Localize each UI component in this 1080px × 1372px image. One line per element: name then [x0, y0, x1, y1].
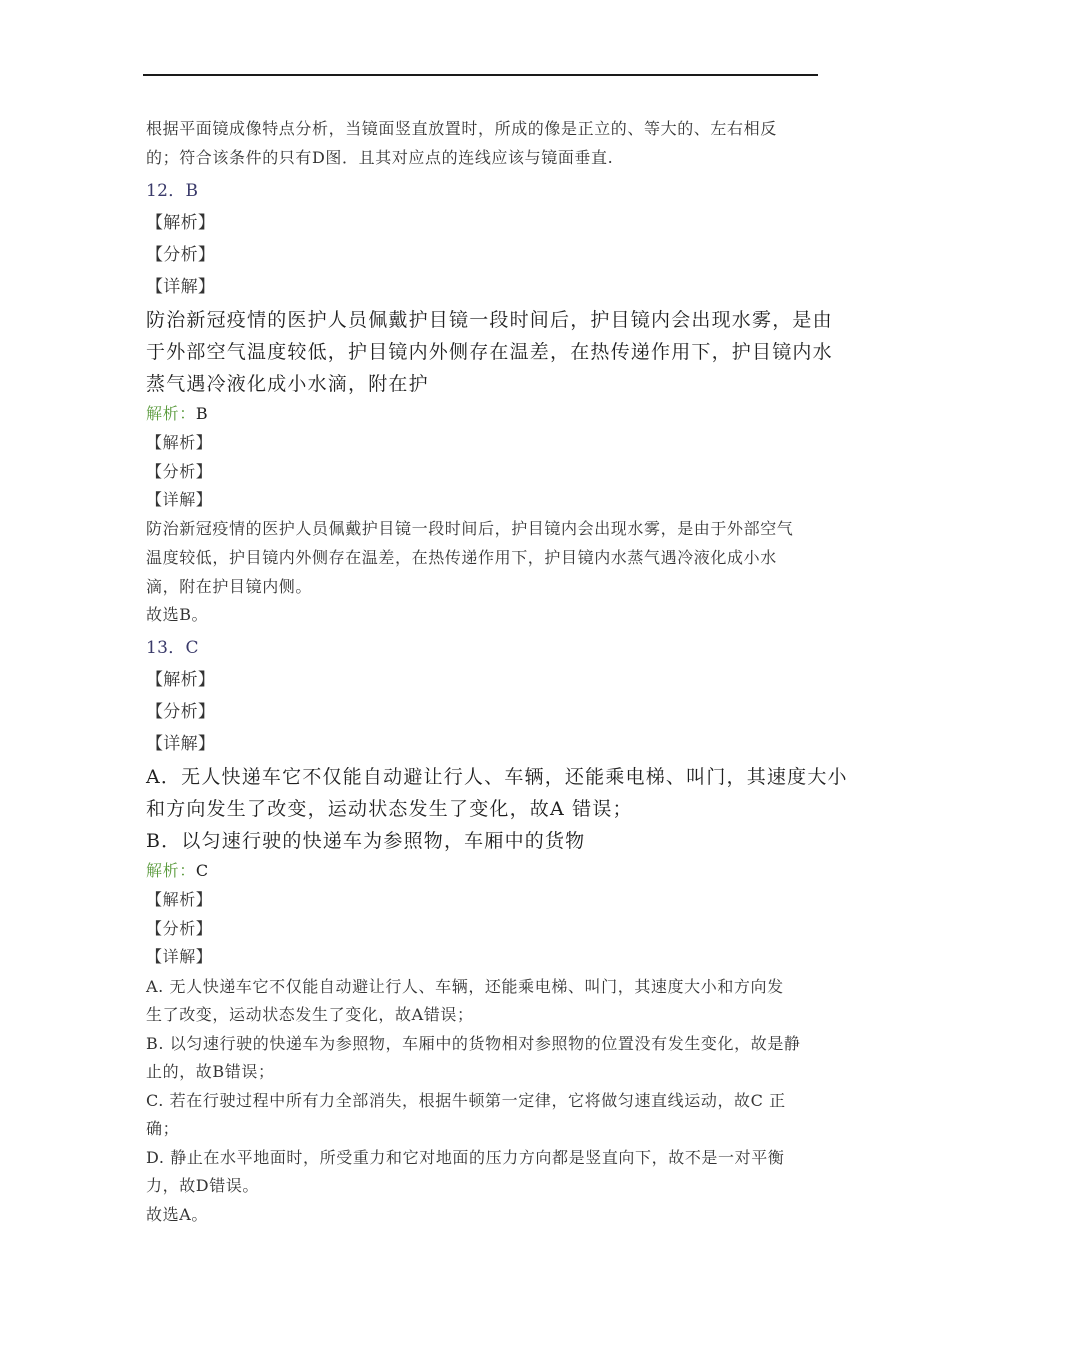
q13-analysis-label: 解析： [146, 861, 196, 880]
q13-analysis-body-line-3: B. 以匀速行驶的快递车为参照物，车厢中的货物相对参照物的位置没有发生变化，故是静 [146, 1034, 801, 1053]
q13-body-line-2: 和方向发生了改变，运动状态发生了变化，故A 错误； [146, 798, 633, 820]
q13-body-line-3: B．以匀速行驶的快递车为参照物，车厢中的货物 [146, 830, 586, 852]
q13-heading-jiexi: 【解析】 [146, 670, 216, 690]
intro-line-2: 的；符合该条件的只有D图．且其对应点的连线应该与镜面垂直. [146, 148, 614, 167]
q13-analysis-body-line-6: 确； [146, 1119, 180, 1138]
q12-conclusion: 故选B。 [146, 605, 209, 624]
q13-heading-xiangjie: 【详解】 [146, 734, 216, 754]
q12-analysis-heading-fenxi: 【分析】 [146, 462, 213, 481]
q13-analysis-body-line-8: 力，故D错误。 [146, 1176, 260, 1195]
q13-analysis-line [146, 858, 209, 881]
q12-heading-xiangjie: 【详解】 [146, 277, 216, 297]
q12-analysis-heading-xiangjie: 【详解】 [146, 490, 213, 509]
q12-answer: 12．B [146, 181, 199, 201]
header-divider [143, 74, 818, 76]
q13-analysis-body-line-7: D. 静止在水平地面时，所受重力和它对地面的压力方向都是竖直向下，故不是一对平衡 [146, 1148, 785, 1167]
q12-body-line-1: 防治新冠疫情的医护人员佩戴护目镜一段时间后，护目镜内会出现水雾，是由 [146, 309, 833, 331]
q13-analysis-body-line-5: C. 若在行驶过程中所有力全部消失，根据牛顿第一定律，它将做匀速直线运动，故C 正 [146, 1091, 786, 1110]
intro-line-1: 根据平面镜成像特点分析，当镜面竖直放置时，所成的像是正立的、等大的、左右相反 [146, 119, 777, 138]
q12-analysis-body-line-3: 滴，附在护目镜内侧。 [146, 577, 313, 596]
q12-heading-fenxi: 【分析】 [146, 245, 216, 265]
q13-heading-fenxi: 【分析】 [146, 702, 216, 722]
q13-analysis-heading-fenxi: 【分析】 [146, 919, 213, 938]
q12-analysis-heading-jiexi: 【解析】 [146, 433, 213, 452]
q12-analysis-body-line-2: 温度较低，护目镜内外侧存在温差，在热传递作用下，护目镜内水蒸气遇冷液化成小水 [146, 548, 777, 567]
q13-body-line-1: A．无人快递车它不仅能自动避让行人、车辆，还能乘电梯、叫门，其速度大小 [146, 766, 848, 788]
q12-analysis-answer: B [195, 404, 209, 423]
q13-conclusion: 故选A。 [146, 1205, 208, 1224]
q12-analysis-label: 解析： [146, 404, 196, 423]
q13-answer: 13．C [146, 638, 199, 658]
q13-analysis-answer: C [195, 861, 209, 880]
q13-analysis-body-line-4: 止的，故B错误； [146, 1062, 275, 1081]
q13-analysis-body-line-1: A. 无人快递车它不仅能自动避让行人、车辆，还能乘电梯、叫门，其速度大小和方向发 [146, 977, 784, 996]
q12-body-line-3: 蒸气遇冷液化成小水滴，附在护 [146, 373, 429, 395]
q13-analysis-heading-xiangjie: 【详解】 [146, 947, 213, 966]
q13-analysis-heading-jiexi: 【解析】 [146, 890, 213, 909]
q13-analysis-body-line-2: 生了改变，运动状态发生了变化，故A错误； [146, 1005, 474, 1024]
q12-body-line-2: 于外部空气温度较低，护目镜内外侧存在温差，在热传递作用下，护目镜内水 [146, 341, 833, 363]
q12-heading-jiexi: 【解析】 [146, 213, 216, 233]
q12-analysis-body-line-1: 防治新冠疫情的医护人员佩戴护目镜一段时间后，护目镜内会出现水雾，是由于外部空气 [146, 519, 794, 538]
q12-analysis-line [146, 401, 208, 424]
